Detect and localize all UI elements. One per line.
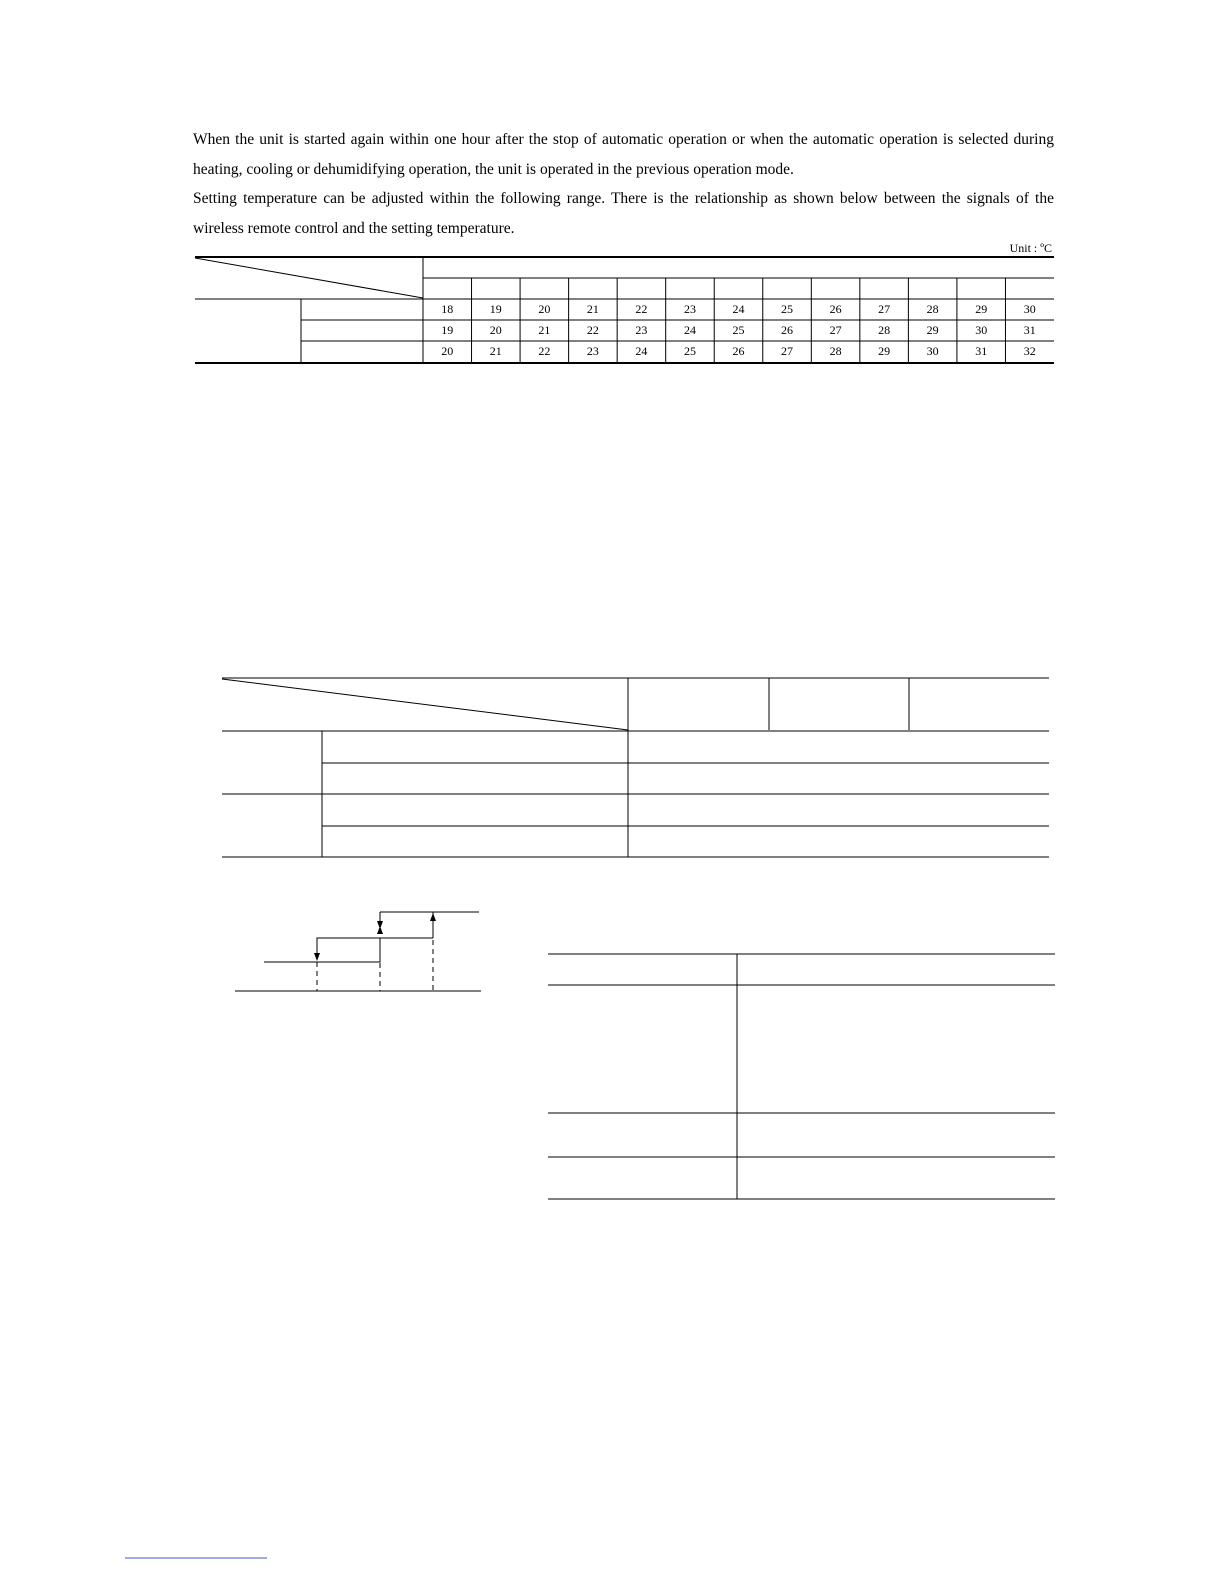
temperature-cell: 20 [538,302,551,316]
unit-label: Unit : ºC [1009,241,1052,255]
temperature-cell: 20 [489,323,502,337]
temperature-cell: 26 [829,302,842,316]
temperature-cell: 28 [878,323,891,337]
temperature-cell: 22 [635,302,648,316]
temperature-cell: 30 [926,344,939,358]
temperature-cell: 26 [732,344,745,358]
temperature-cell: 29 [878,344,891,358]
temperature-cell: 27 [829,323,842,337]
temperature-cell: 29 [926,323,939,337]
temperature-cell: 24 [732,302,745,316]
temperature-cell: 30 [1023,302,1036,316]
temperature-cell: 19 [489,302,502,316]
temperature-cell: 27 [781,344,794,358]
temperature-cell: 21 [489,344,502,358]
temperature-cell: 28 [926,302,939,316]
temperature-cell: 25 [781,302,794,316]
temperature-cell: 18 [441,302,454,316]
temperature-cell: 31 [1023,323,1036,337]
temperature-cell: 24 [635,344,648,358]
temperature-cell: 19 [441,323,454,337]
temperature-cell: 25 [683,344,696,358]
temperature-cell: 32 [1023,344,1036,358]
temperature-cell: 31 [975,344,988,358]
temperature-cell: 23 [683,302,696,316]
temperature-cell: 20 [441,344,454,358]
temperature-cell: 21 [538,323,551,337]
temperature-cell: 21 [586,302,599,316]
temperature-cell: 24 [683,323,696,337]
temperature-cell: 25 [732,323,745,337]
temperature-cell: 23 [586,344,599,358]
temperature-cell: 22 [538,344,551,358]
temperature-cell: 26 [781,323,794,337]
temperature-cell: 23 [635,323,648,337]
temperature-cell: 30 [975,323,988,337]
paragraph-setting-temperature: Setting temperature can be adjusted within the following range. There is the relationship as shown below between the signals of the wireless remote control and the setting temperature. [193,190,1054,237]
temperature-cell: 29 [975,302,988,316]
temperature-cell: 28 [829,344,842,358]
temperature-cell: 22 [586,323,599,337]
temperature-cell: 27 [878,302,891,316]
paragraph-auto-operation: When the unit is started again within one hour after the stop of automatic operation or when the automatic operation is selected during heating, cooling or dehumidifying operation, the unit is operated in the previous operation mode. [193,131,1054,178]
